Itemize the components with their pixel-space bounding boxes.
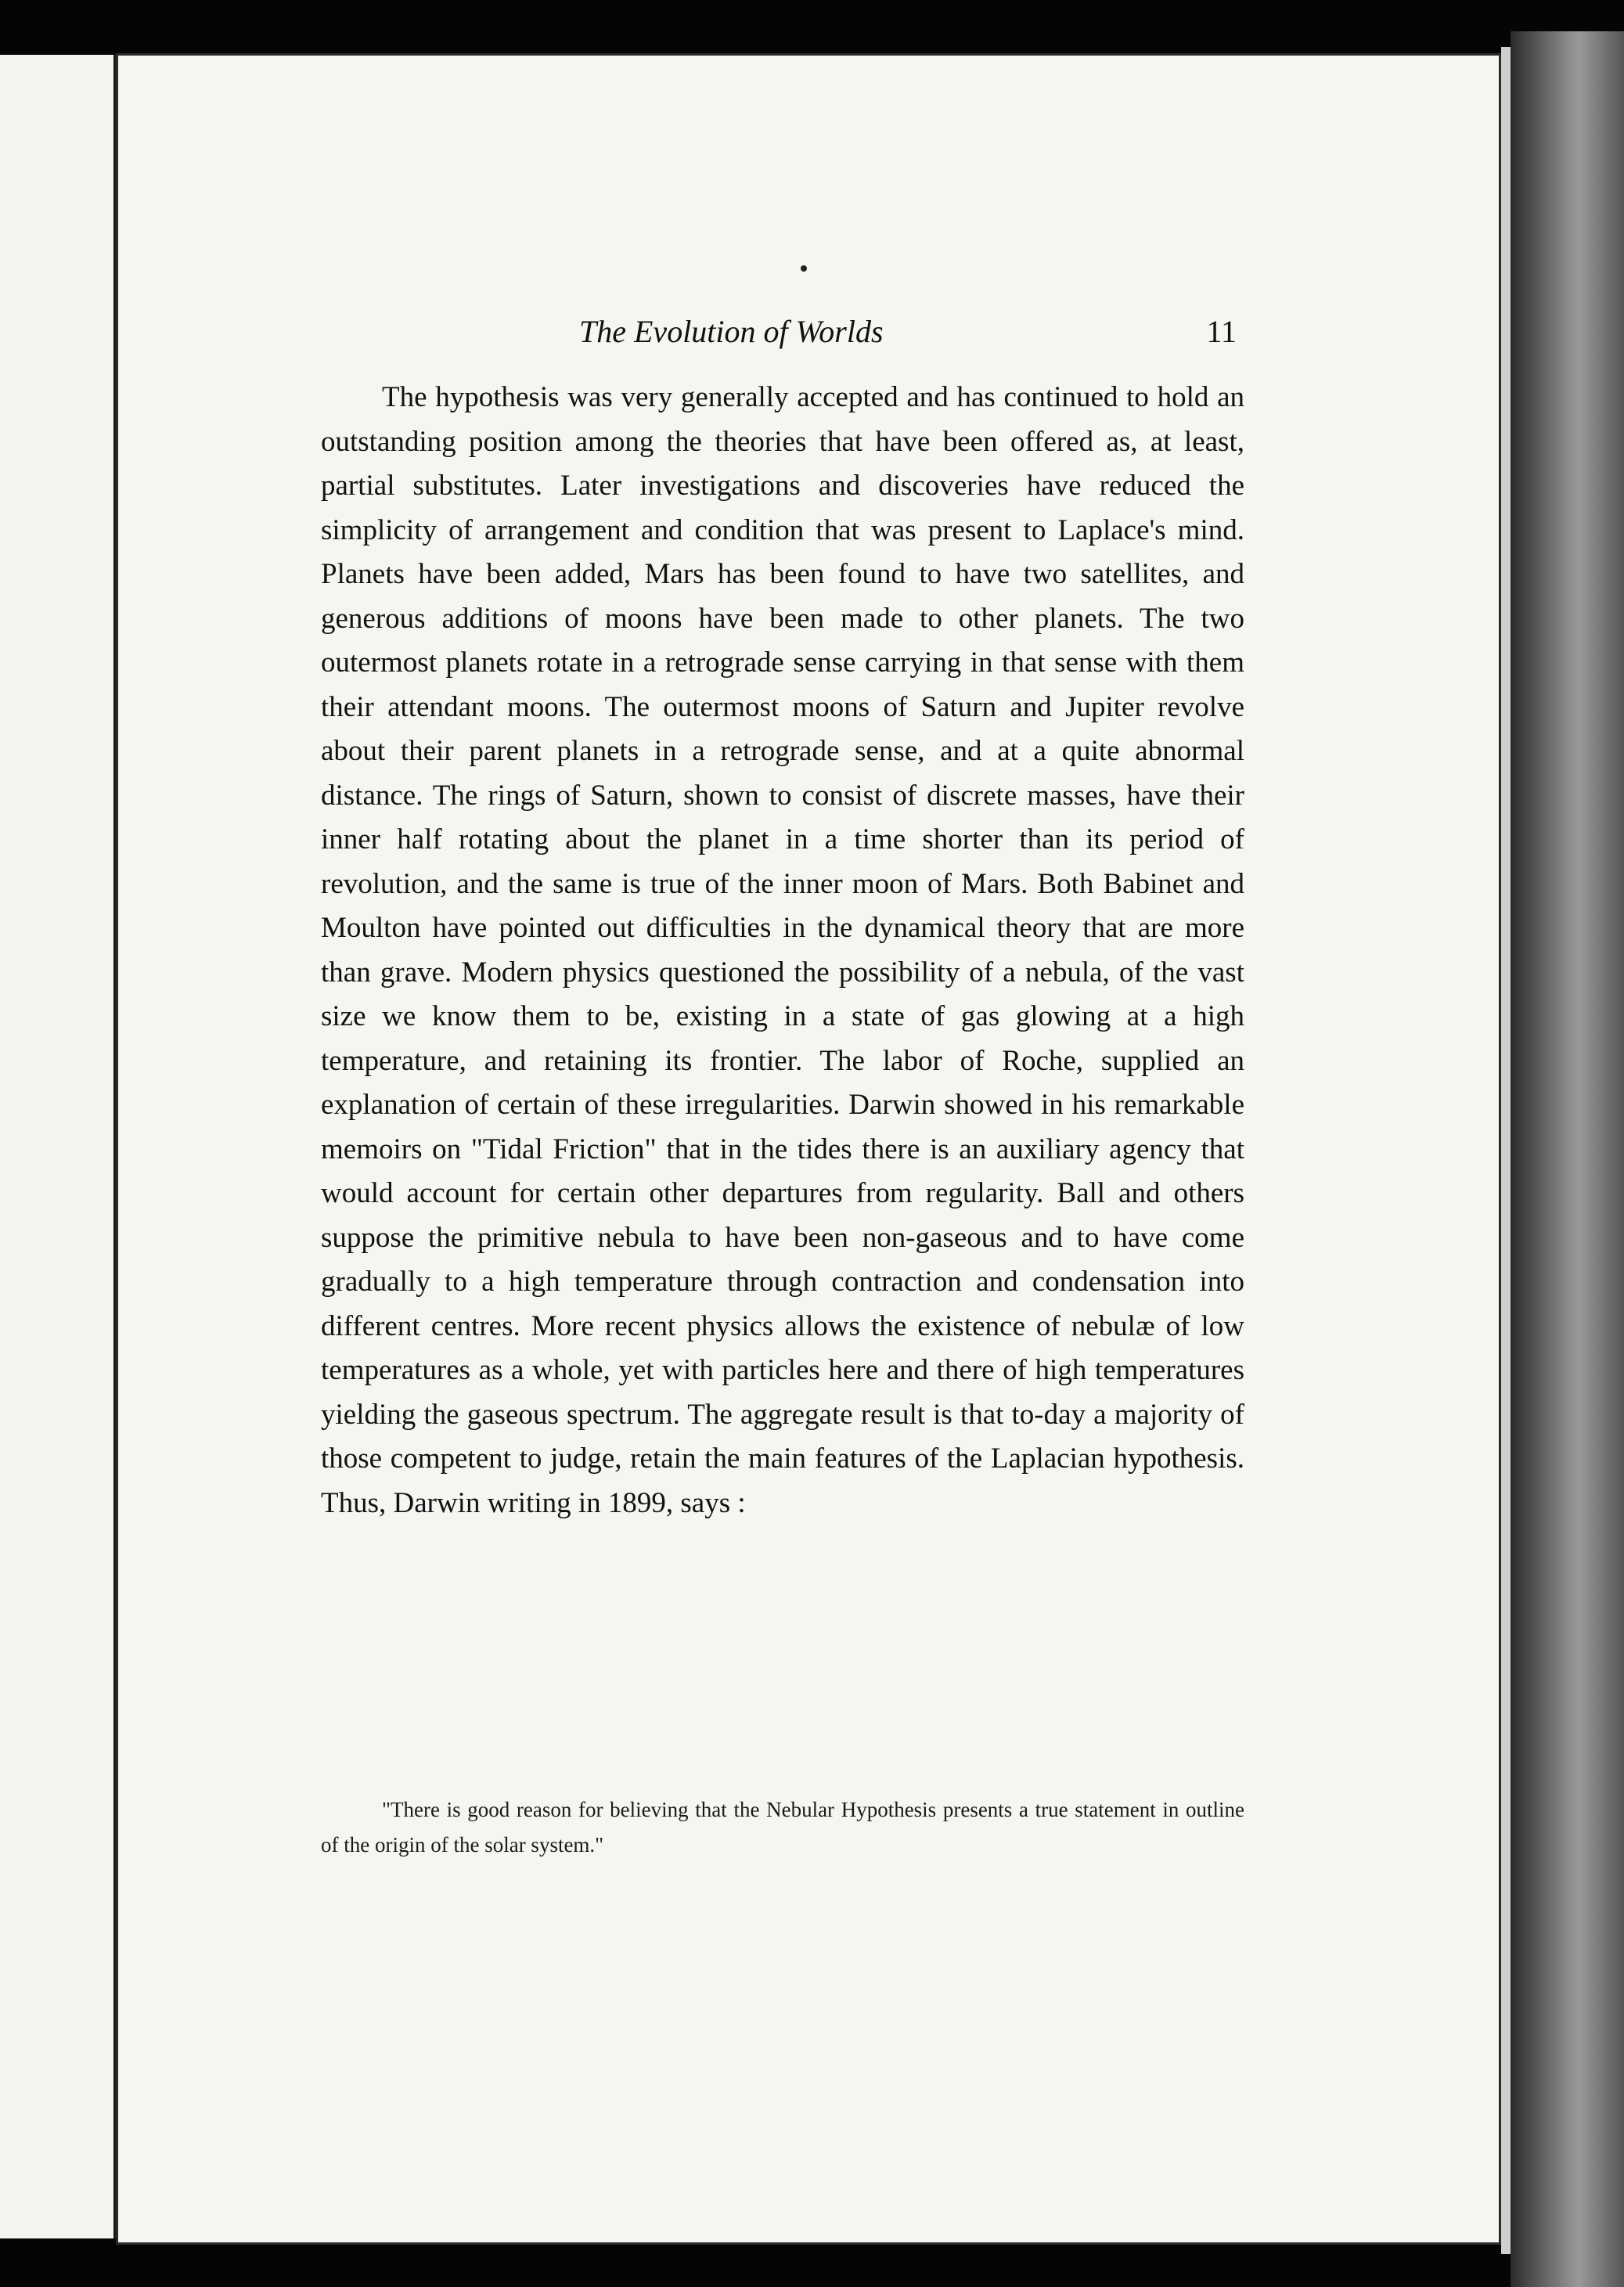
scan-speck (801, 265, 807, 272)
body-paragraph: The hypothesis was very generally accepted and has continued to hold an outstanding position among the theories that have been offered as, at least, partial substitutes. Later investigations and discoveries have reduced the simplicity of arrangement and condition that was present to Laplace's mind. Planets have been added, Mars has been found to have two satellites, and generous additions of moons have been made to other planets. The two outermost planets rotate in a retrograde sense carrying in that sense with them their attendant moons. The outermost moons of Saturn and Jupiter revolve about their parent planets in a retrograde sense, and at a quite abnormal distance. The rings of Saturn, shown to consist of discrete masses, have their inner half rotating about the planet in a time shorter than its period of revolution, and the same is true of the inner moon of Mars. Both Babinet and Moulton have pointed out difficulties in the dynamical theory that are more than grave. Modern physics questioned the possibility of a nebula, of the vast size we know them to be, existing in a state of gas glowing at a high temperature, and retaining its frontier. The labor of Roche, supplied an explanation of certain of these irregularities. Darwin showed in his remarkable memoirs on "Tidal Friction" that in the tides there is an auxiliary agency that would account for certain other departures from regularity. Ball and others suppose the primitive nebula to have been non-gaseous and to have come gradually to a high temperature through contraction and condensation into different centres. More recent physics allows the existence of nebulæ of low temperatures as a whole, yet with particles here and there of high temperatures yielding the gaseous spectrum. The aggregate result is that to-day a majority of those competent to judge, retain the main features of the Laplacian hypothesis. Thus, Darwin writing in 1899, says : (321, 381, 1244, 1519)
page-right-edge (1501, 47, 1511, 2254)
block-quote: "There is good reason for believing that the Nebular Hypothesis presents a true statement in outline of the origin of the solar system." (321, 1798, 1244, 1857)
facing-page-edge (0, 55, 118, 2238)
running-head (579, 313, 1237, 360)
scan-dark-margin (1511, 31, 1624, 2287)
page-number: 11 (1206, 314, 1237, 349)
running-title: The Evolution of Worlds (579, 314, 884, 349)
